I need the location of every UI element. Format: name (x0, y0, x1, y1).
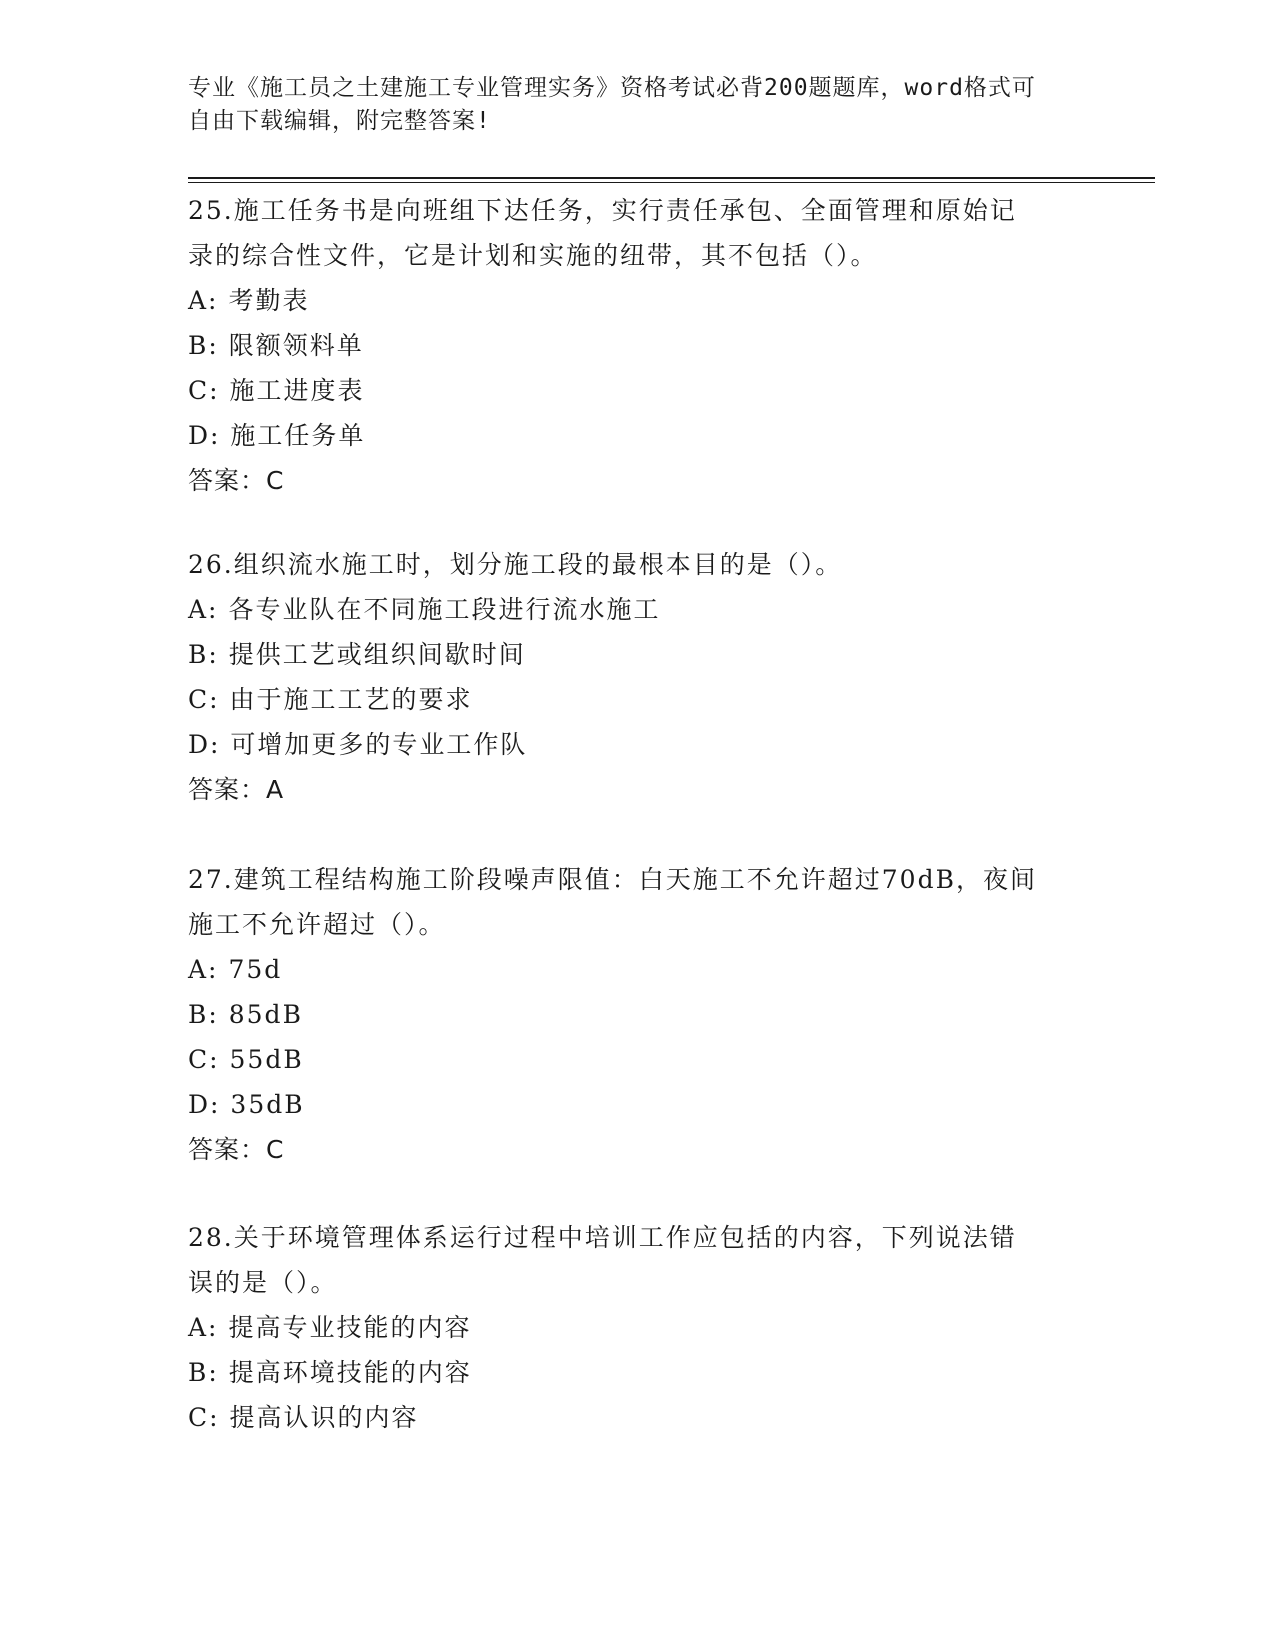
option-c (188, 368, 1088, 413)
option-text: 55dB (229, 1045, 304, 1074)
question-stem-line-1: 28.关于环境管理体系运行过程中培训工作应包括的内容，下列说法错 (188, 1223, 1017, 1252)
option-text: 提高环境技能的内容 (228, 1358, 472, 1387)
answer-line: 答案：C (188, 466, 285, 495)
option-a (188, 947, 1088, 992)
header-divider-thick (188, 177, 1155, 179)
option-text: 由于施工工艺的要求 (229, 685, 473, 714)
option-key: A: (188, 955, 219, 984)
question-stem-line-1: 25.施工任务书是向班组下达任务，实行责任承包、全面管理和原始记 (188, 196, 1017, 225)
question-stem-line-1: 27.建筑工程结构施工阶段噪声限值：白天施工不允许超过70dB，夜间 (188, 865, 1037, 894)
option-key: A: (188, 595, 219, 624)
question-stem (188, 188, 1088, 278)
option-a (188, 1305, 1088, 1350)
answer-line: 答案：A (188, 775, 285, 804)
header-divider-thin (188, 182, 1155, 183)
option-c (188, 1037, 1088, 1082)
option-key: C: (188, 376, 220, 405)
option-key: A: (188, 286, 219, 315)
option-d (188, 1082, 1088, 1127)
option-text: 提供工艺或组织间歇时间 (228, 640, 526, 669)
question-stem-line-2: 施工不允许超过（）。 (188, 910, 446, 939)
header-line-2: 自由下载编辑，附完整答案! (188, 108, 491, 134)
question-stem (188, 857, 1088, 947)
option-key: B: (188, 1000, 219, 1029)
option-text: 提高认识的内容 (229, 1403, 419, 1432)
option-b (188, 632, 1088, 677)
option-text: 提高专业技能的内容 (228, 1313, 472, 1342)
option-b (188, 992, 1088, 1037)
question-28 (188, 1215, 1088, 1440)
document-header (188, 72, 1088, 138)
question-stem (188, 1215, 1088, 1305)
option-key: B: (188, 1358, 219, 1387)
option-a (188, 278, 1088, 323)
option-text: 各专业队在不同施工段进行流水施工 (228, 595, 661, 624)
question-27 (188, 857, 1088, 1172)
option-key: B: (188, 331, 219, 360)
question-26 (188, 542, 1088, 812)
option-key: C: (188, 1045, 220, 1074)
option-text: 75d (228, 955, 283, 984)
option-text: 施工进度表 (229, 376, 365, 405)
option-text: 85dB (228, 1000, 303, 1029)
question-stem-line-2: 录的综合性文件，它是计划和实施的纽带，其不包括（）。 (188, 241, 878, 270)
option-key: D: (188, 730, 221, 759)
option-text: 考勤表 (228, 286, 310, 315)
option-key: A: (188, 1313, 219, 1342)
option-a (188, 587, 1088, 632)
option-d (188, 722, 1088, 767)
option-c (188, 677, 1088, 722)
header-line-1: 专业《施工员之土建施工专业管理实务》资格考试必背200题题库，word格式可 (188, 75, 1036, 101)
option-text: 35dB (230, 1090, 305, 1119)
option-key: C: (188, 1403, 220, 1432)
option-key: D: (188, 421, 221, 450)
option-d (188, 413, 1088, 458)
option-key: D: (188, 1090, 221, 1119)
option-b (188, 323, 1088, 368)
option-key: C: (188, 685, 220, 714)
option-b (188, 1350, 1088, 1395)
question-stem (188, 542, 1088, 587)
option-text: 限额领料单 (228, 331, 364, 360)
option-key: B: (188, 640, 219, 669)
option-c (188, 1395, 1088, 1440)
question-stem-line-1: 26.组织流水施工时，划分施工段的最根本目的是（）。 (188, 550, 843, 579)
question-25 (188, 188, 1088, 503)
option-text: 可增加更多的专业工作队 (230, 730, 528, 759)
option-text: 施工任务单 (230, 421, 366, 450)
answer-line: 答案：C (188, 1135, 285, 1164)
question-stem-line-2: 误的是（）。 (188, 1268, 338, 1297)
